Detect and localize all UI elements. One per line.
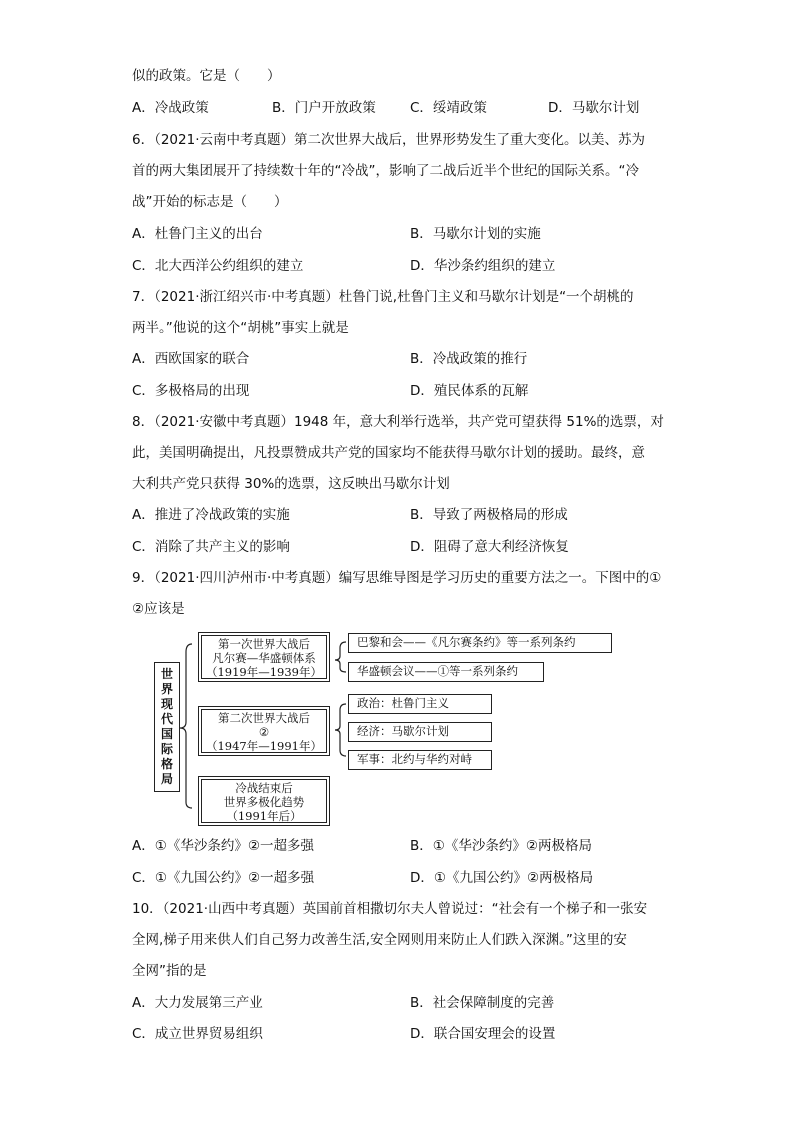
mind-map-branch-post-cold-war: 冷战结束后 世界多极化趋势 （1991年后） — [198, 776, 330, 826]
q5-option-b: B．门户开放政策 — [272, 100, 376, 116]
q7-option-c: C．多极格局的出现 — [132, 383, 250, 399]
q7-option-d: D．殖民体系的瓦解 — [410, 383, 529, 399]
mind-map-branch-wwii: 第二次世界大战后 ② （1947年—1991年） — [198, 706, 330, 756]
mind-map-leaf-washington: 华盛顿会议——①等一系列条约 — [348, 662, 544, 682]
q10-option-c: C．成立世界贸易组织 — [132, 1026, 263, 1042]
q6-option-b: B．马歇尔计划的实施 — [410, 226, 541, 242]
q6-option-d: D．华沙条约组织的建立 — [410, 258, 556, 274]
q6-option-c: C．北大西洋公约组织的建立 — [132, 258, 304, 274]
mind-map-leaf-politics: 政治：杜鲁门主义 — [348, 694, 492, 714]
mind-map-branch-wwi: 第一次世界大战后 凡尔赛—华盛顿体系 （1919年—1939年） — [198, 632, 330, 682]
q7-option-a: A．西欧国家的联合 — [132, 351, 250, 367]
q8-stem-line1: 8．（2021·安徽中考真题）1948 年，意大利举行选举，共产党可望获得 51%的选票，对 — [132, 414, 664, 430]
q7-option-b: B．冷战政策的推行 — [410, 351, 528, 367]
mind-map-leaf-paris: 巴黎和会——《凡尔赛条约》等一系列条约 — [348, 633, 612, 653]
q8-stem-line3: 大利共产党只获得 30%的选票，这反映出马歇尔计划 — [132, 476, 450, 492]
q9-stem-line1: 9．（2021·四川泸州市·中考真题）编写思维导图是学习历史的重要方法之一。下图中的① — [132, 570, 662, 586]
q8-option-d: D．阻碍了意大利经济恢复 — [410, 539, 569, 555]
q5-stem: 似的政策。它是（ ） — [132, 68, 281, 84]
mind-map-root: 世 界 现 代 国 际 格 局 — [154, 662, 180, 792]
q10-option-b: B．社会保障制度的完善 — [410, 995, 555, 1011]
mind-map-diagram — [150, 630, 620, 830]
q6-option-a: A．杜鲁门主义的出台 — [132, 226, 263, 242]
q10-stem-line3: 全网”指的是 — [132, 963, 207, 979]
q7-stem-line2: 两半。”他说的这个“胡桃”事实上就是 — [132, 320, 349, 336]
q7-stem-line1: 7．（2021·浙江绍兴市·中考真题）杜鲁门说,杜鲁门主义和马歇尔计划是“一个胡桃的 — [132, 289, 634, 305]
q10-option-d: D．联合国安理会的设置 — [410, 1026, 556, 1042]
q6-stem-line1: 6．（2021·云南中考真题）第二次世界大战后，世界形势发生了重大变化。以美、苏为 — [132, 132, 645, 148]
q9-option-b: B．①《华沙条约》②两极格局 — [410, 838, 592, 854]
q8-option-b: B．导致了两极格局的形成 — [410, 507, 568, 523]
mind-map-leaf-military: 军事：北约与华约对峙 — [348, 750, 492, 770]
q6-stem-line2: 首的两大集团展开了持续数十年的“冷战”，影响了二战后近半个世纪的国际关系。“冷 — [132, 163, 639, 179]
q9-stem-line2: ②应该是 — [132, 601, 185, 617]
q9-option-a: A．①《华沙条约》②一超多强 — [132, 838, 314, 854]
mind-map-leaf-economy: 经济：马歇尔计划 — [348, 722, 492, 742]
q10-stem-line2: 全网,梯子用来供人们自己努力改善生活,安全网则用来防止人们跌入深渊。”这里的安 — [132, 932, 627, 948]
q8-stem-line2: 此，美国明确提出，凡投票赞成共产党的国家均不能获得马歇尔计划的援助。最终，意 — [132, 445, 645, 461]
q8-option-a: A．推进了冷战政策的实施 — [132, 507, 290, 523]
q10-option-a: A．大力发展第三产业 — [132, 995, 263, 1011]
q9-option-d: D．①《九国公约》②两极格局 — [410, 870, 594, 886]
q5-option-d: D．马歇尔计划 — [548, 100, 640, 116]
q5-option-a: A．冷战政策 — [132, 100, 209, 116]
q10-stem-line1: 10．（2021·山西中考真题）英国前首相撒切尔夫人曾说过：“社会有一个梯子和一张安 — [132, 901, 648, 917]
q8-option-c: C．消除了共产主义的影响 — [132, 539, 290, 555]
q5-option-c: C．绥靖政策 — [410, 100, 487, 116]
q6-stem-line3: 战”开始的标志是（ ） — [132, 194, 288, 210]
q9-option-c: C．①《九国公约》②一超多强 — [132, 870, 315, 886]
